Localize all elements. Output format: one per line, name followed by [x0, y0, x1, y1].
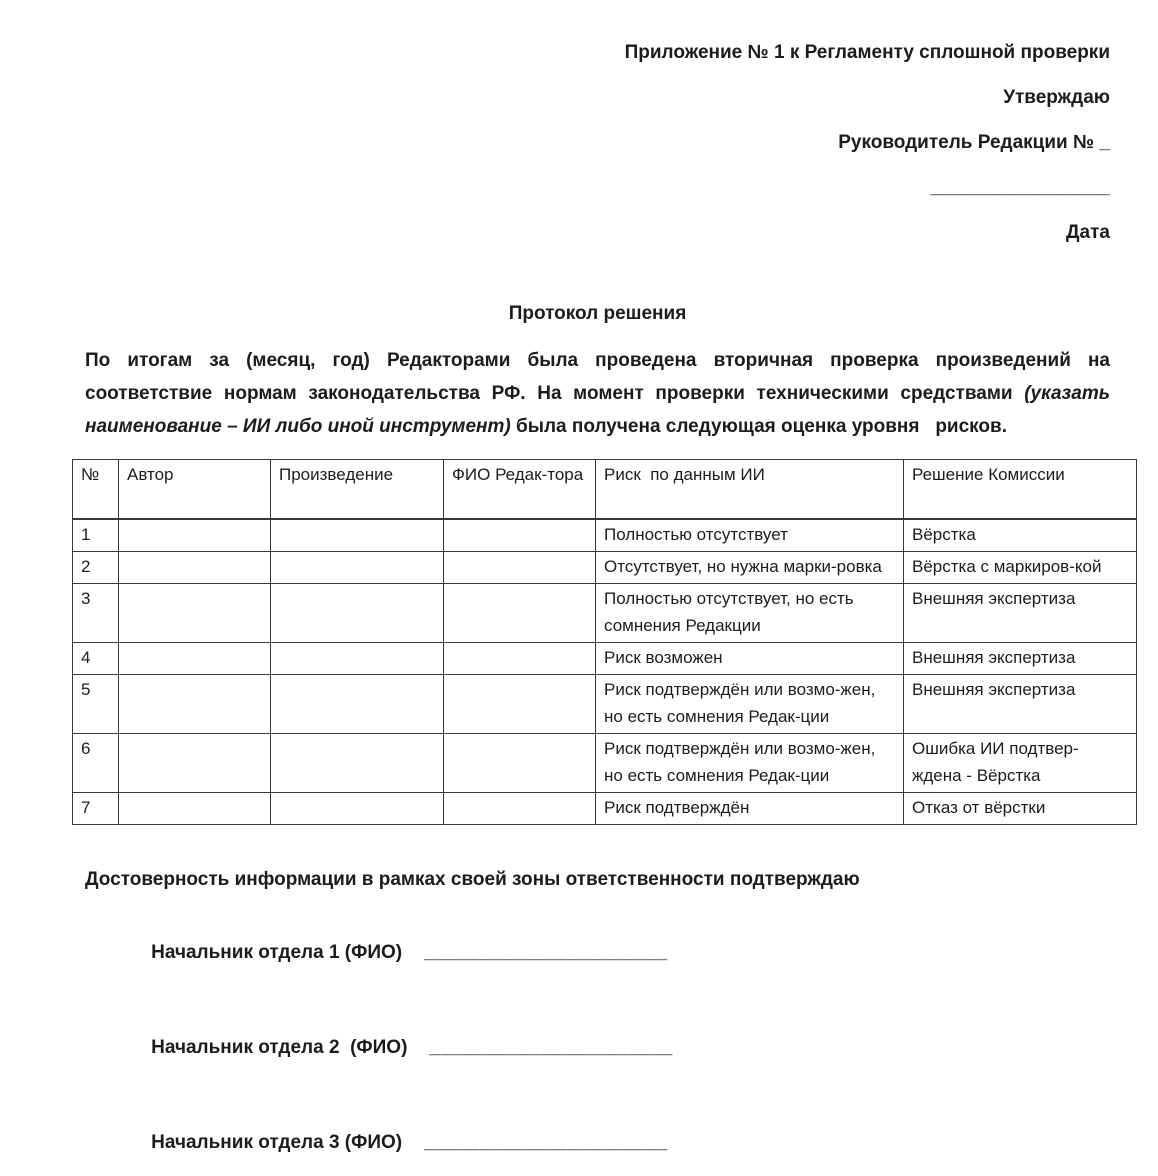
- cell-num: 4: [73, 643, 119, 675]
- signature-blank-line: _________________: [930, 177, 1110, 198]
- cell-editor: [444, 519, 596, 552]
- cell-risk: Полностью отсутствует, но есть сомнения Редакции: [596, 584, 904, 643]
- cell-editor: [444, 552, 596, 584]
- cell-editor: [444, 675, 596, 734]
- cell-decision: Отказ от вёрстки: [904, 793, 1137, 825]
- cell-num: 3: [73, 584, 119, 643]
- cell-decision: Внешняя экспертиза: [904, 643, 1137, 675]
- cell-editor: [444, 734, 596, 793]
- cell-work: [271, 675, 444, 734]
- cell-author: [119, 675, 271, 734]
- cell-risk: Риск подтверждён: [596, 793, 904, 825]
- confirmation-statement: Достоверность информации в рамках своей зоны ответственности подтверждаю: [85, 869, 860, 890]
- table-row: [73, 584, 1137, 643]
- cell-risk: Полностью отсутствует: [596, 519, 904, 552]
- cell-num: 6: [73, 734, 119, 793]
- cell-author: [119, 793, 271, 825]
- signature-blank: ______________________: [424, 1132, 668, 1153]
- cell-decision: Вёрстка с маркиров-кой: [904, 552, 1137, 584]
- intro-part1: По итогам за (месяц, год) Редакторами была проведена вторичная проверка произведений на соответствие нормам законодательства РФ. На момент проверки техническими средствами: [85, 350, 1116, 404]
- cell-editor: [444, 584, 596, 643]
- table-row: [73, 793, 1137, 825]
- document-title: Протокол решения: [508, 303, 687, 324]
- intro-paragraph: [85, 344, 1116, 443]
- cell-editor: [444, 793, 596, 825]
- cell-work: [271, 584, 444, 643]
- table-row: [73, 519, 1137, 552]
- cell-work: [271, 552, 444, 584]
- intro-part3: была получена следующая оценка уровня рисков.: [510, 416, 1007, 437]
- intro-italic-note: (указать наименование – ИИ либо иной инструмент): [85, 383, 1116, 437]
- cell-risk: Риск подтверждён или возмо-жен, но есть сомнения Редак-ции: [596, 734, 904, 793]
- cell-decision: Ошибка ИИ подтвер-ждена - Вёрстка: [904, 734, 1137, 793]
- cell-decision: Вёрстка: [904, 519, 1137, 552]
- col-header-decision: Решение Комиссии: [904, 460, 1137, 520]
- cell-decision: Внешняя экспертиза: [904, 675, 1137, 734]
- cell-num: 5: [73, 675, 119, 734]
- col-header-editor: ФИО Редак-тора: [444, 460, 596, 520]
- cell-num: 7: [73, 793, 119, 825]
- approve-label: Утверждаю: [1003, 87, 1110, 108]
- cell-num: 2: [73, 552, 119, 584]
- signature-label: Начальник отдела 2 (ФИО): [151, 1037, 408, 1058]
- approval-block: [85, 42, 1110, 243]
- cell-work: [271, 519, 444, 552]
- cell-risk: Отсутствует, но нужна марки-ровка: [596, 552, 904, 584]
- col-header-work: Произведение: [271, 460, 444, 520]
- cell-work: [271, 643, 444, 675]
- table-row: [73, 734, 1137, 793]
- col-header-num: №: [73, 460, 119, 520]
- col-header-author: Автор: [119, 460, 271, 520]
- signature-blank: ______________________: [429, 1037, 673, 1058]
- cell-risk: Риск возможен: [596, 643, 904, 675]
- decision-table: [72, 459, 1137, 825]
- cell-decision: Внешняя экспертиза: [904, 584, 1137, 643]
- cell-editor: [444, 643, 596, 675]
- signature-row: [85, 1110, 1110, 1176]
- col-header-risk: Риск по данным ИИ: [596, 460, 904, 520]
- cell-risk: Риск подтверждён или возмо-жен, но есть сомнения Редак-ции: [596, 675, 904, 734]
- cell-author: [119, 734, 271, 793]
- cell-author: [119, 519, 271, 552]
- signature-row: [85, 1015, 1110, 1081]
- cell-work: [271, 734, 444, 793]
- table-row: [73, 675, 1137, 734]
- cell-work: [271, 793, 444, 825]
- signature-blank: ______________________: [424, 942, 668, 963]
- cell-author: [119, 643, 271, 675]
- table-row: [73, 552, 1137, 584]
- signature-label: Начальник отдела 3 (ФИО): [151, 1132, 403, 1153]
- signature-label: Начальник отдела 1 (ФИО): [151, 942, 403, 963]
- date-label: Дата: [1066, 222, 1110, 243]
- table-header-row: [73, 460, 1137, 520]
- cell-author: [119, 584, 271, 643]
- signature-row: [85, 920, 1110, 986]
- table-row: [73, 643, 1137, 675]
- manager-title-line: Руководитель Редакции № _: [838, 132, 1110, 153]
- cell-num: 1: [73, 519, 119, 552]
- appendix-note: Приложение № 1 к Регламенту сплошной проверки: [624, 42, 1110, 63]
- cell-author: [119, 552, 271, 584]
